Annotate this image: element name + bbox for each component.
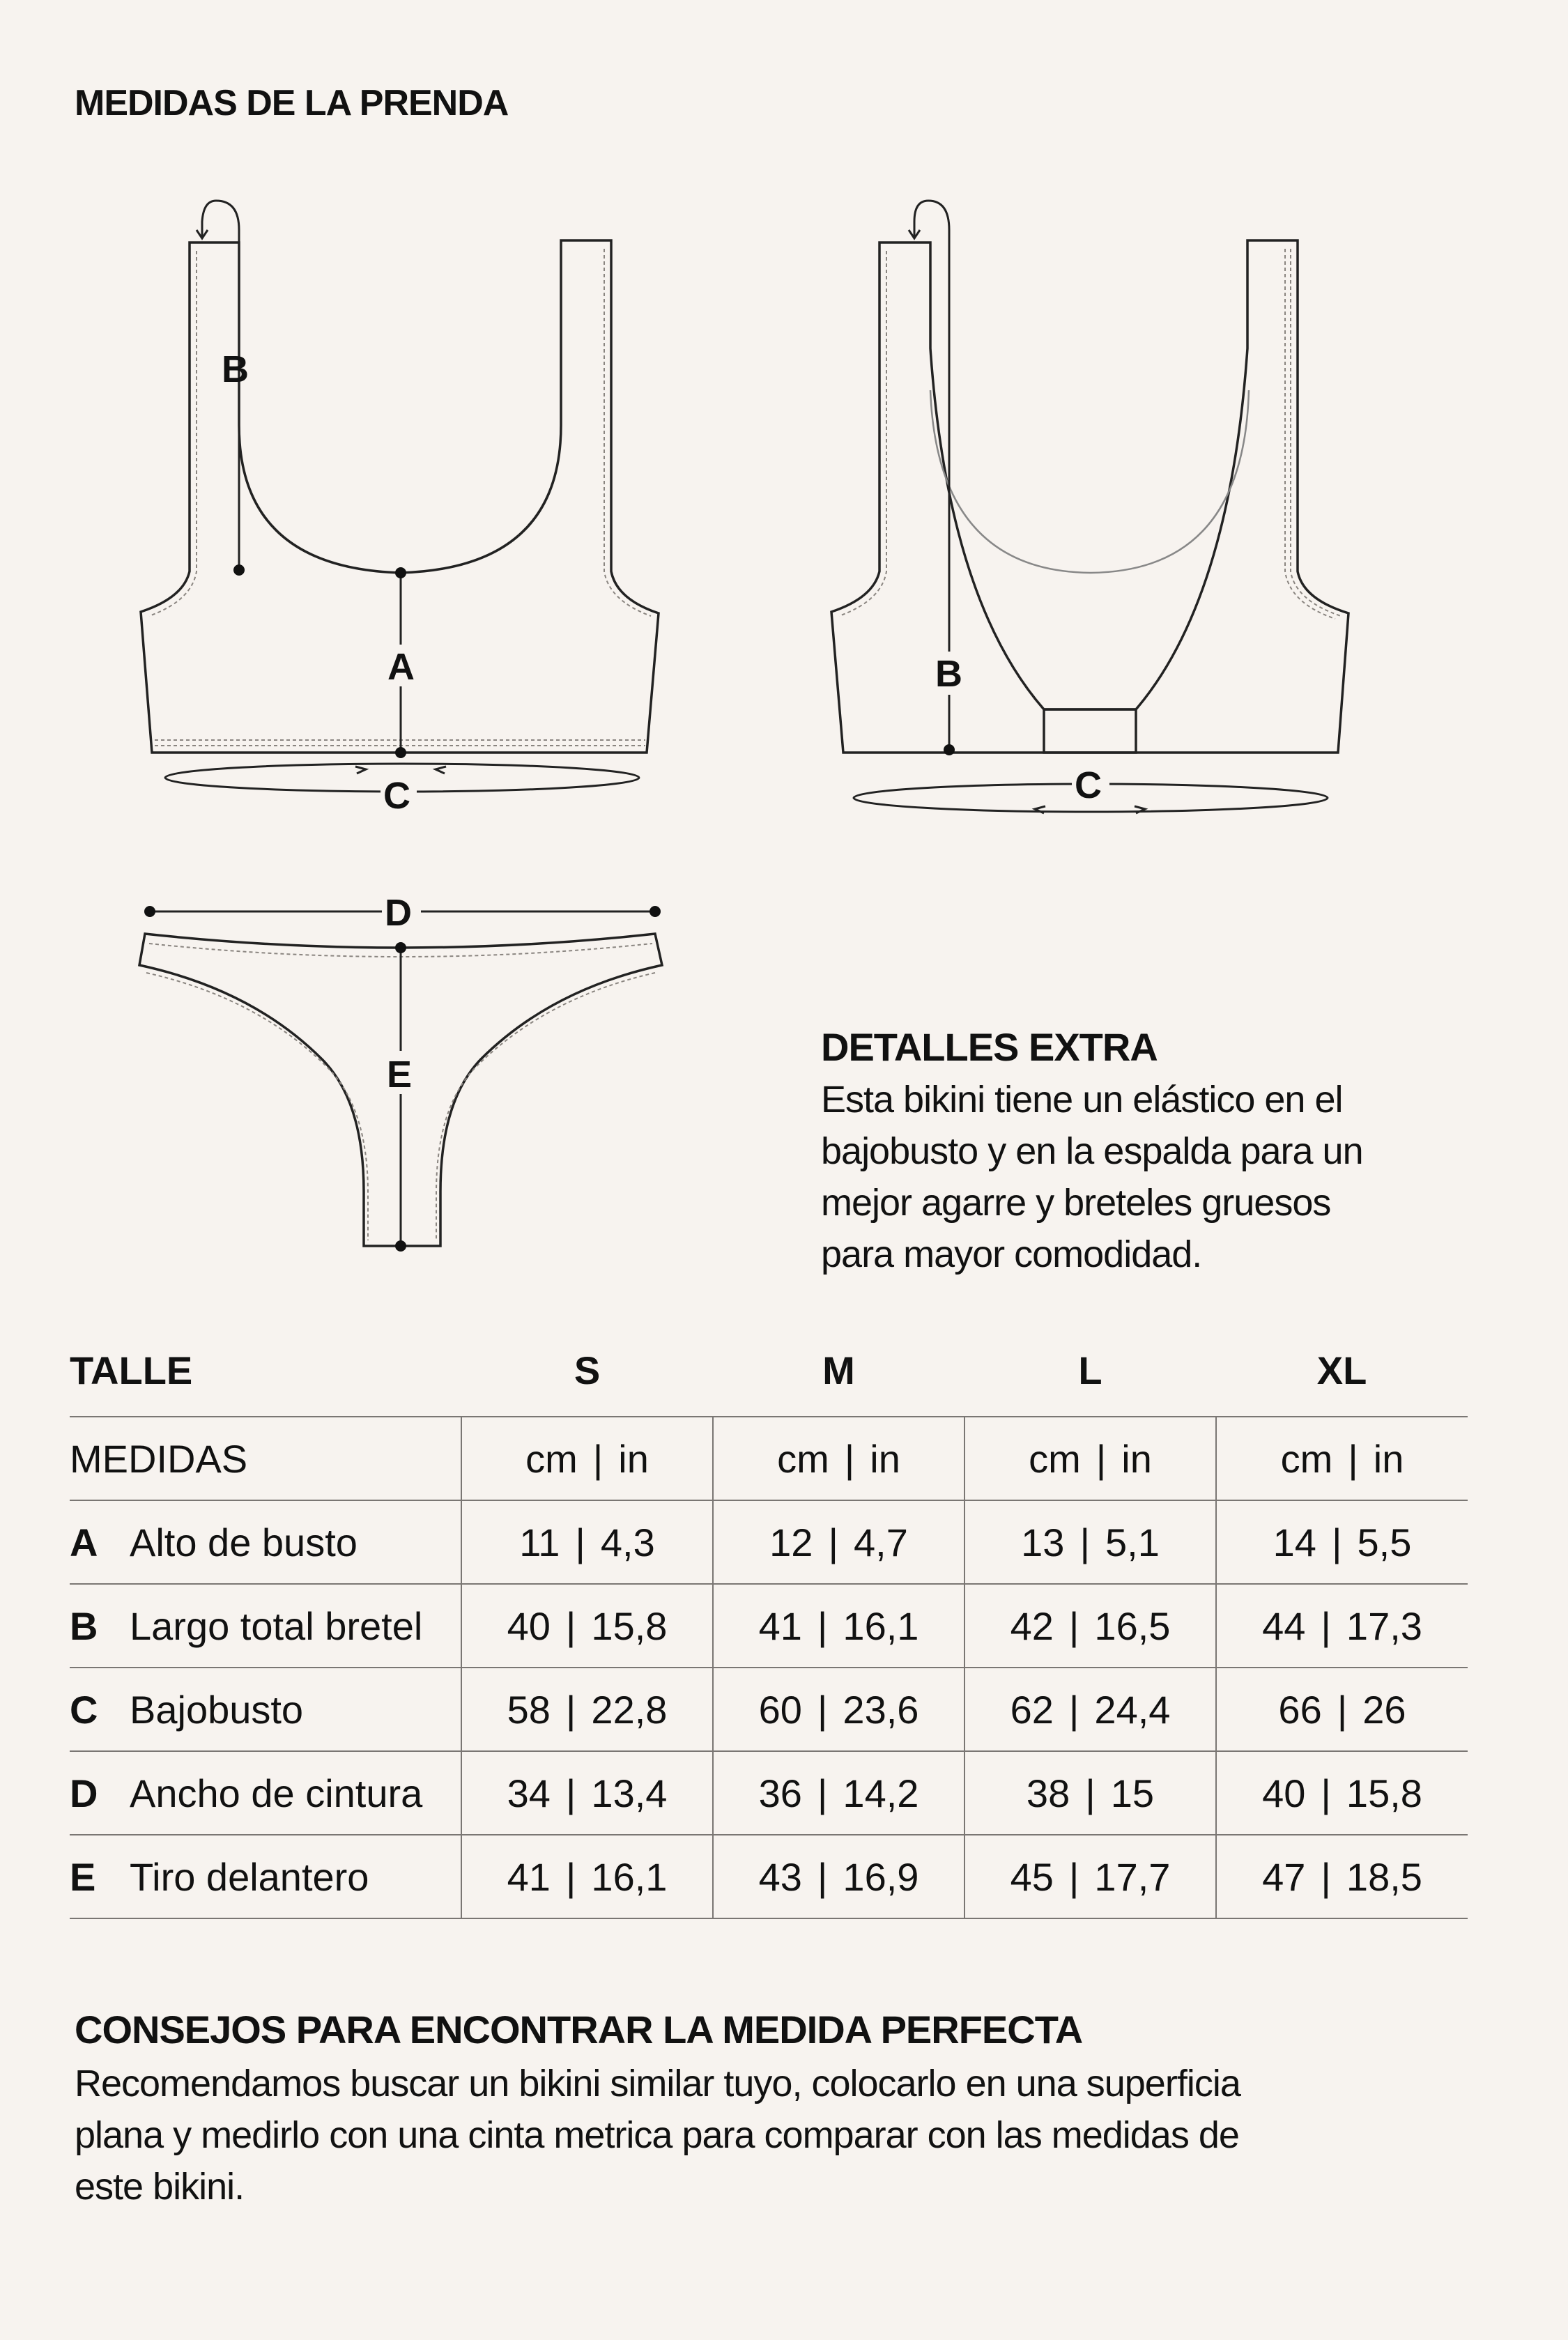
row-label: A Alto de busto xyxy=(70,1520,358,1564)
label-b-front: B xyxy=(222,348,249,390)
value-cell: 11 | 4,3 xyxy=(461,1500,713,1584)
size-header-label: TALLE xyxy=(70,1348,193,1392)
value-cell: 40 | 15,8 xyxy=(1216,1751,1468,1835)
label-e: E xyxy=(387,1054,413,1095)
value-cell: 47 | 18,5 xyxy=(1216,1835,1468,1918)
row-label: B Largo total bretel xyxy=(70,1603,423,1648)
value-cell: 40 | 15,8 xyxy=(461,1584,713,1668)
value-cell: 58 | 22,8 xyxy=(461,1668,713,1751)
tips-body xyxy=(75,2058,1503,2212)
table-row xyxy=(70,1500,1468,1584)
size-s: S xyxy=(574,1348,601,1392)
value-cell: 13 | 5,1 xyxy=(964,1500,1216,1584)
table-row xyxy=(70,1751,1468,1835)
value-cell: 43 | 16,9 xyxy=(713,1835,964,1918)
units-label: MEDIDAS xyxy=(70,1436,248,1481)
extra-line: mejor agarre y breteles gruesos xyxy=(821,1182,1331,1224)
units-cell: cm | in xyxy=(964,1417,1216,1500)
value-cell: 12 | 4,7 xyxy=(713,1500,964,1584)
units-cell: cm | in xyxy=(461,1417,713,1500)
value-cell: 41 | 16,1 xyxy=(461,1835,713,1918)
size-m: M xyxy=(822,1348,855,1392)
label-a: A xyxy=(387,646,415,688)
label-b-back: B xyxy=(935,653,962,695)
size-xl: XL xyxy=(1316,1348,1367,1392)
extra-line: bajobusto y en la espalda para un xyxy=(821,1130,1363,1172)
value-cell: 45 | 17,7 xyxy=(964,1835,1216,1918)
label-c-front: C xyxy=(383,775,410,817)
front-top-diagram xyxy=(141,201,659,817)
value-cell: 44 | 17,3 xyxy=(1216,1584,1468,1668)
value-cell: 60 | 23,6 xyxy=(713,1668,964,1751)
value-cell: 41 | 16,1 xyxy=(713,1584,964,1668)
units-cell: cm | in xyxy=(1216,1417,1468,1500)
value-cell: 14 | 5,5 xyxy=(1216,1500,1468,1584)
tips-section xyxy=(75,2007,1503,2212)
table-row xyxy=(70,1835,1468,1918)
row-label: C Bajobusto xyxy=(70,1687,304,1732)
extra-details xyxy=(821,1024,1490,1280)
size-header-row xyxy=(70,1324,1468,1417)
bottom-diagram xyxy=(139,892,662,1252)
units-cell: cm | in xyxy=(713,1417,964,1500)
row-label: E Tiro delantero xyxy=(70,1854,369,1899)
back-top-diagram xyxy=(831,201,1348,813)
tips-title: CONSEJOS PARA ENCONTRAR LA MEDIDA PERFECTA xyxy=(75,2008,1083,2052)
extra-details-body xyxy=(821,1074,1490,1280)
value-cell: 34 | 13,4 xyxy=(461,1751,713,1835)
label-d: D xyxy=(385,892,412,934)
size-table xyxy=(70,1324,1468,1919)
value-cell: 42 | 16,5 xyxy=(964,1584,1216,1668)
value-cell: 62 | 24,4 xyxy=(964,1668,1216,1751)
value-cell: 38 | 15 xyxy=(964,1751,1216,1835)
table-row xyxy=(70,1584,1468,1668)
tips-line: este bikini. xyxy=(75,2166,245,2208)
extra-details-title: DETALLES EXTRA xyxy=(821,1025,1158,1069)
value-cell: 36 | 14,2 xyxy=(713,1751,964,1835)
size-l: L xyxy=(1078,1348,1102,1392)
page-title: MEDIDAS DE LA PRENDA xyxy=(75,83,509,123)
value-cell: 66 | 26 xyxy=(1216,1668,1468,1751)
label-c-back: C xyxy=(1075,764,1102,806)
extra-line: para mayor comodidad. xyxy=(821,1233,1202,1275)
tips-line: plana y medirlo con una cinta metrica para comparar con las medidas de xyxy=(75,2114,1239,2156)
tips-line: Recomendamos buscar un bikini similar tuyo, colocarlo en una superficia xyxy=(75,2063,1240,2104)
row-label: D Ancho de cintura xyxy=(70,1771,423,1815)
extra-line: Esta bikini tiene un elástico en el xyxy=(821,1079,1343,1121)
table-row xyxy=(70,1668,1468,1751)
units-row xyxy=(70,1417,1468,1500)
